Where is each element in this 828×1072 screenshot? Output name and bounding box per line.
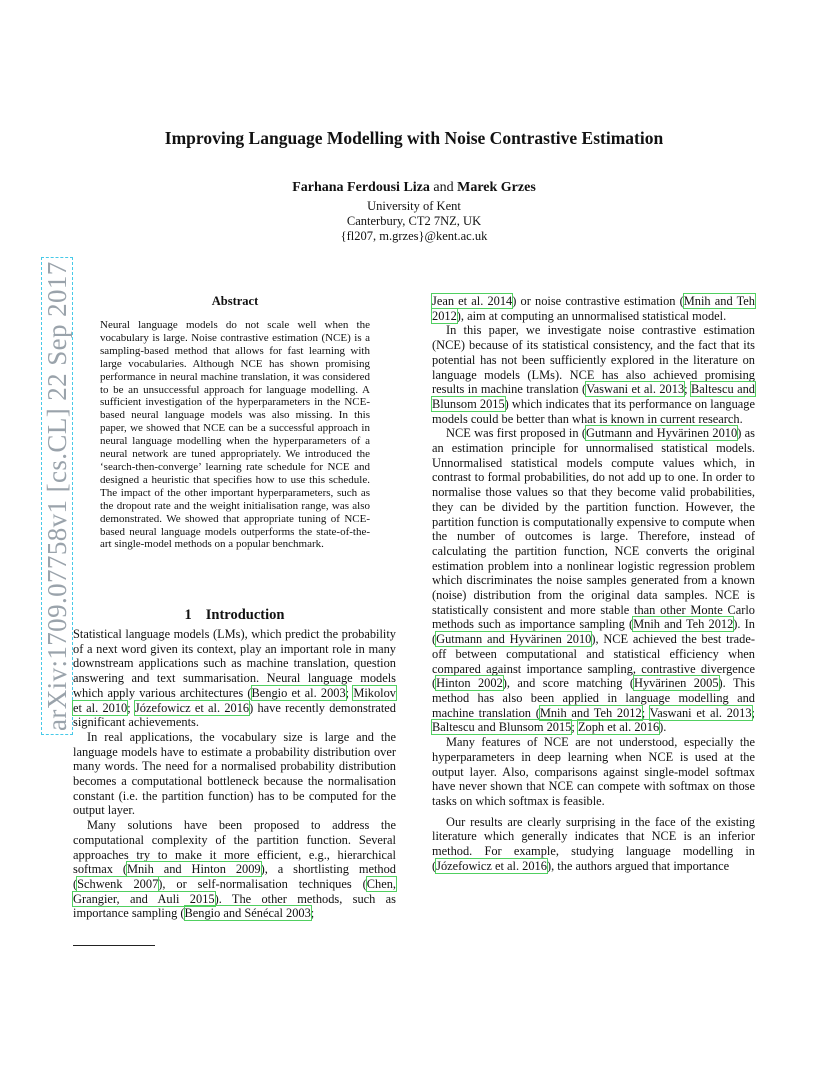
text-run: ). This method has also been applied in language modelling and machine translation ( <box>432 676 755 720</box>
arxiv-category: [cs.CL] <box>42 407 72 493</box>
text-run: ), a shortlisting method ( <box>73 862 396 891</box>
citation-link[interactable]: Bengio et al. 2003 <box>251 685 346 700</box>
text-run: ) have recently demonstrated significant achievements. <box>73 700 396 730</box>
author-conjunction: and <box>433 180 454 195</box>
text-run: ), NCE achieved the best trade-off between computational and statistical efficiency when compared against importance sampling, contrastive divergence ( <box>432 632 755 691</box>
citation-link[interactable]: Józefowicz et al. 2016 <box>134 700 250 715</box>
text-run: ), or self-normalisation techniques ( <box>158 876 367 891</box>
right-column <box>432 294 755 873</box>
text-run: Statistical language models (LMs), which predict the probability of a next word given its context, play an important role in many downstream applications such as machine translation, question answering and text summarisation. Neural language models which apply various architectures ( <box>73 627 396 700</box>
paragraph <box>432 426 755 735</box>
footnote-rule <box>73 945 155 946</box>
section-number: 1 <box>184 607 192 623</box>
citation-link[interactable]: Jean et al. 2014 <box>432 294 513 308</box>
left-column <box>73 627 396 921</box>
author-line <box>0 180 828 196</box>
text-run: ) or noise contrastive estimation ( <box>512 294 684 308</box>
citation-link[interactable]: Schwenk 2007 <box>77 876 159 891</box>
paragraph <box>73 627 396 730</box>
citation-link[interactable]: Zoph et al. 2016 <box>577 720 660 735</box>
text-run: ), aim at computing an unnormalised statistical model. <box>456 308 727 323</box>
citation-link[interactable]: Józefowicz et al. 2016 <box>436 858 547 873</box>
citation-link[interactable]: Chen, Grangier, and Auli 2015 <box>73 876 396 906</box>
text-run: ; <box>310 906 315 921</box>
text-run: ), the authors argued that importance <box>546 858 730 873</box>
paragraph <box>432 815 755 874</box>
text-run: ), and score matching ( <box>502 676 634 691</box>
arxiv-id: arXiv:1709.07758v1 <box>42 499 72 731</box>
citation-link[interactable]: Hyvärinen 2005 <box>634 676 719 691</box>
text-run: ) as an estimation principle for unnormalised statistical models. Unnormalised statistical models compute values which, in contrast to formal probabilities, do not add up to one. In order to normalise those values so that they become valid probabilities, they can be divided by the partition function. However, the partition function is computationally expensive to compute when the number of outcomes is large. Therefore, instead of calculating the partition function, NCE converts the original estimation problem into a nonlinear logistic regression problem which discriminates the noise samples generated from a known (noise) distribution from the original data samples. NCE is statistically consistent and more stable than other Monte Carlo methods such as importance sampling ( <box>432 426 755 632</box>
text-run: Many solutions have been proposed to address the computational complexity of the partition function. Several approaches try to make it more efficient, e.g., hierarchical softmax ( <box>73 818 396 877</box>
citation-link[interactable]: Vaswani et al. 2013 <box>586 382 685 397</box>
text-run: ; <box>684 382 692 397</box>
citation-link[interactable]: Gutmann and Hyvärinen 2010 <box>586 426 738 441</box>
citation-link[interactable]: Hinton 2002 <box>436 676 503 691</box>
paragraph <box>73 818 396 921</box>
text-run: ; <box>571 720 578 735</box>
section-title: Introduction <box>205 607 285 623</box>
email: {fl207, m.grzes}@kent.ac.uk <box>340 229 488 243</box>
text-run: Our results are clearly surprising in the face of the existing literature which generally indicates that NCE is an inferior method. For example, studying language modelling in ( <box>432 814 755 873</box>
text-run: In this paper, we investigate noise contrastive estimation (NCE) because of its statistical consistency, and the fact that its potential has not been sufficiently explored in the literature on language models (LMs). NCE has also achieved promising results in machine translation ( <box>432 323 755 397</box>
paper-title: Improving Language Modelling with Noise Contrastive Estimation <box>164 128 664 148</box>
arxiv-stamp <box>42 257 73 735</box>
paragraph <box>432 294 755 323</box>
paragraph <box>432 735 755 809</box>
citation-link[interactable]: Gutmann and Hyvärinen 2010 <box>436 632 592 647</box>
affiliation: University of Kent <box>367 199 461 213</box>
author-name: Farhana Ferdousi Liza <box>292 180 430 195</box>
citation-link[interactable]: Mnih and Hinton 2009 <box>126 862 261 877</box>
text-run: ). The other methods, such as importance sampling ( <box>73 891 396 921</box>
paragraph <box>432 323 755 426</box>
citation-link[interactable]: Baltescu and Blunsom 2015 <box>432 382 755 411</box>
text-run: ; <box>641 705 650 720</box>
address: Canterbury, CT2 7NZ, UK <box>346 214 482 228</box>
arxiv-date: 22 Sep 2017 <box>42 261 72 401</box>
paragraph <box>73 730 396 818</box>
text-run: ). In ( <box>432 617 755 647</box>
text-run: In real applications, the vocabulary size is large and the language models have to estimate a probability distribution over many words. The need for a normalised probability distribution becomes a computational bottleneck because the normalisation constant (i.e. the partition function) has to be computed for the output layer. <box>73 729 396 818</box>
text-run: NCE was first proposed in ( <box>446 426 587 441</box>
arxiv-link[interactable] <box>41 257 73 735</box>
text-run: ). <box>659 720 667 735</box>
text-run: ; <box>127 700 135 715</box>
citation-link[interactable]: Mikolov et al. 2010 <box>73 685 396 715</box>
text-run: ; <box>751 705 755 720</box>
citation-link[interactable]: Mnih and Teh 2012 <box>633 617 734 632</box>
section-heading <box>73 607 396 624</box>
author-name: Marek Grzes <box>457 180 536 195</box>
citation-link[interactable]: Vaswani et al. 2013 <box>649 705 752 720</box>
text-run: Many features of NCE are not understood, especially the hyperparameters in deep learning when NCE is used at the output layer. Also, comparisons against single-model softmax have never shown that NCE can compete with softmax on those tasks on which softmax is feasible. <box>432 735 755 808</box>
abstract-body <box>100 319 370 551</box>
citation-link[interactable]: Baltescu and Blunsom 2015 <box>432 720 572 735</box>
text-run: ) which indicates that its performance on language models could be better than what is known in current research. <box>432 396 755 426</box>
abstract-text: Neural language models do not scale well when the vocabulary is large. Noise contrastive estimation (NCE) is a sampling-based method that allows for fast learning with large vocabularies. Although NCE has shown promising performance in neural machine translation, it was considered to be an unsuccessful approach for language modelling. A sufficient investigation of the hyperparameters in the NCE-based neural language models was also missing. In this paper, we showed that NCE can be a successful approach in neural language modelling when the hyperparameters of a neural network are tuned appropriately. We introduced the ‘search-then-converge’ learning rate schedule for NCE and designed a heuristic that specifies how to use this schedule. The impact of the other important hyperparameters, such as the dropout rate and the weight initialisation range, was also demonstrated. We showed that appropriate tuning of NCE-based neural language models outperforms the state-of-the-art single-model methods on a popular benchmark. <box>100 319 370 551</box>
abstract-heading: Abstract <box>211 294 259 308</box>
citation-link[interactable]: Mnih and Teh 2012 <box>432 294 755 323</box>
text-run: ; <box>345 685 354 700</box>
citation-link[interactable]: Mnih and Teh 2012 <box>539 705 642 720</box>
citation-link[interactable]: Bengio and Sénécal 2003 <box>184 906 311 921</box>
